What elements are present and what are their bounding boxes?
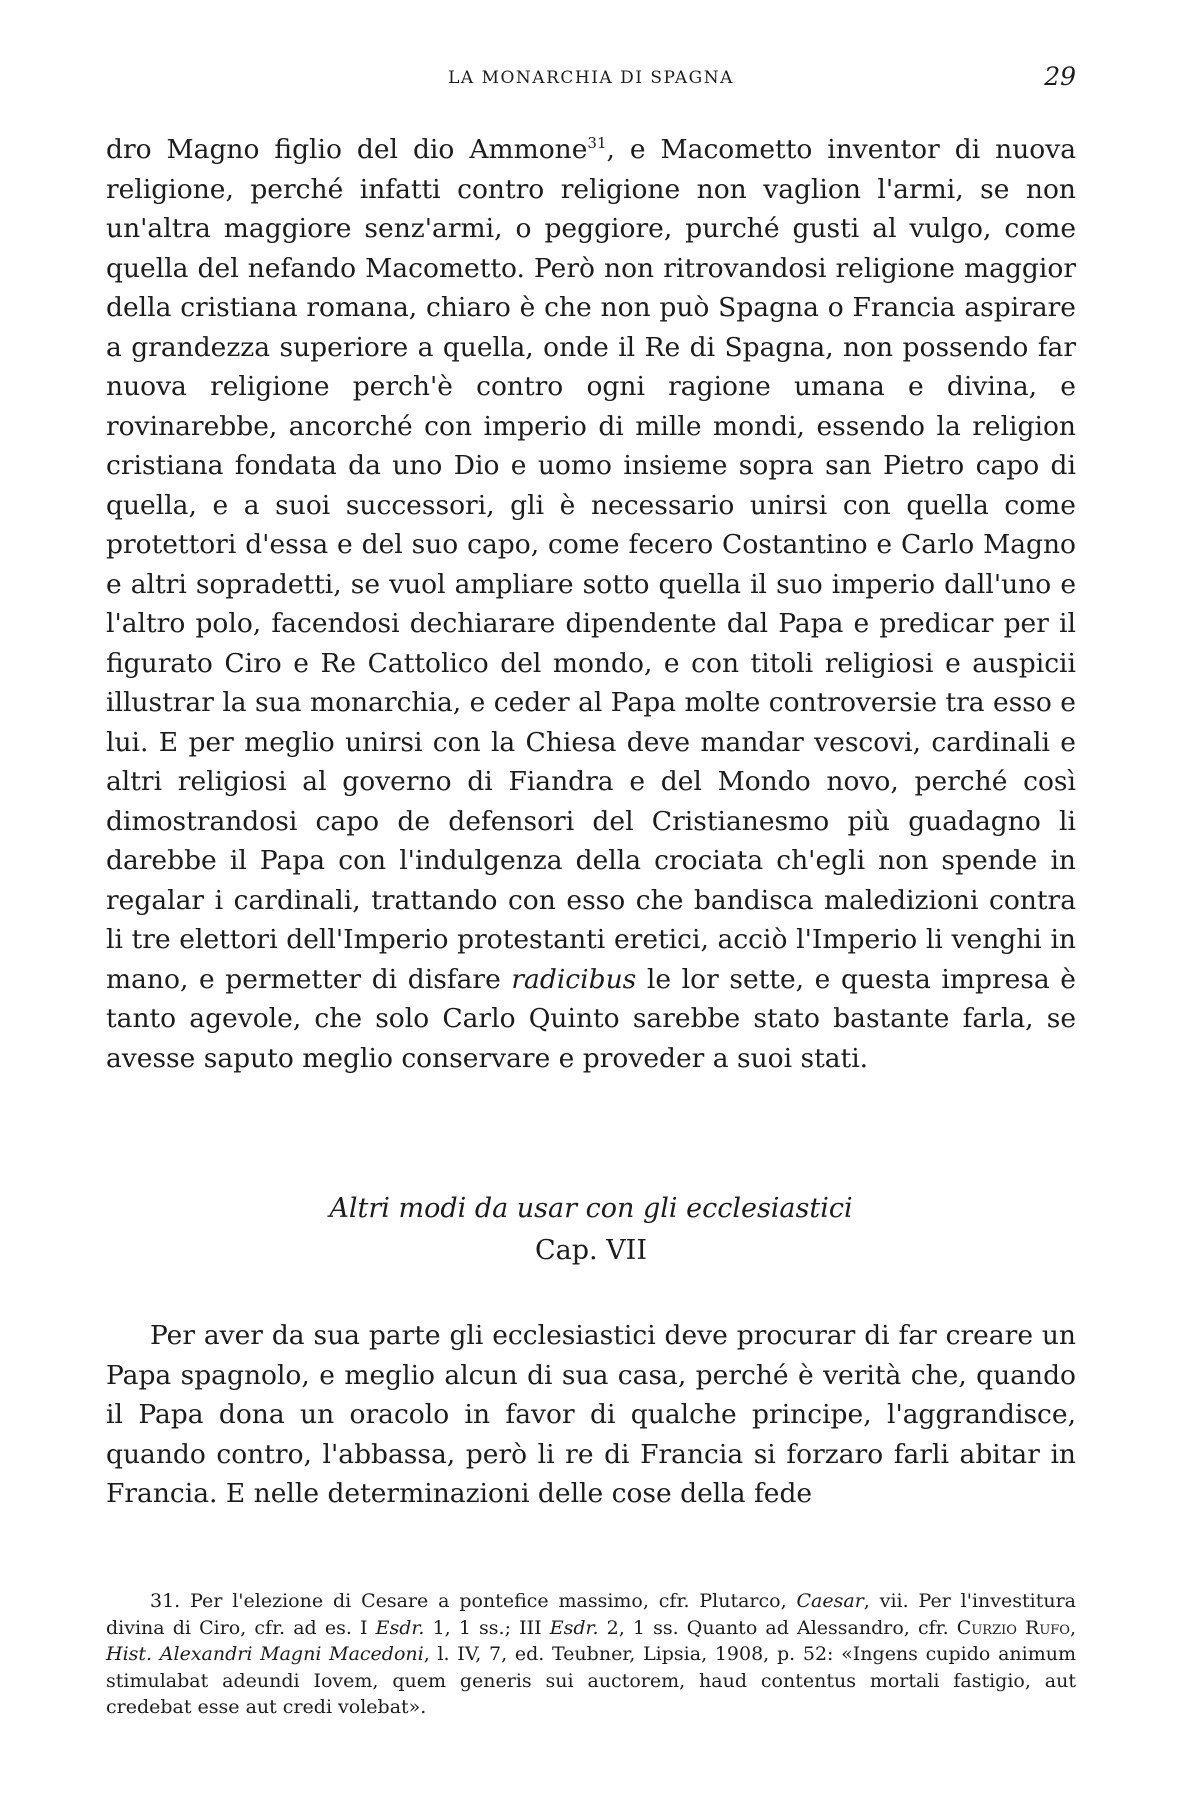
footnote-italic: Esdr.: [375, 1616, 425, 1639]
footnote-italic: Caesar: [796, 1590, 864, 1612]
footnote-italic: Esdr.: [549, 1616, 599, 1639]
footnote-author: Curzio Rufo: [956, 1616, 1070, 1639]
text-segment: le lor sette, e questa impresa è tanto agevole, che solo Carlo Quinto sarebbe stato bastante farla, se avesse saputo meglio conservare e proveder a suoi stati.: [106, 963, 1076, 1074]
text-segment: , e Macometto inventor di nuova religione, perché infatti contro religione non vaglion l'armi, se non un'altra maggiore senz'armi, o peggiore, purché gusti al vulgo, come quella del nefando Macometto. Però non ritrovandosi religione maggior della cristiana romana, chiaro è che non può Spagna o Francia aspirare a grandezza superiore a quella, onde il Re di Spagna, non possendo far nuova religione perch'è contro ogni ragione umana e divina, e rovinarebbe, ancorché con imperio di mille mondi, essendo la religion cristiana fondata da uno Dio e uomo insieme sopra san Pietro capo di quella, e a suoi successori, gli è necessario unirsi con quella come protettori d'essa e del suo capo, come fecero Costantino e Carlo Magno e altri sopradetti, se vuol ampliare sotto quella il suo imperio dall'uno e l'altro polo, facendosi dechiarare dipendente dal Papa e predicar per il figurato Ciro e Re Cattolico del mondo, e con titoli religiosi e auspicii illustrar la sua monarchia, e ceder al Papa molte controversie tra esso e lui. E per meglio unirsi con la Chiesa deve mandar vescovi, cardinali e altri religiosi al governo di Fiandra e del Mondo novo, perché così dimostrandosi capo de defensori del Cristianesmo più guadagno li darebbe il Papa con l'indulgenza della crociata ch'egli non spende in regalar i cardinali, trattando con esso che bandisca maledizioni contra li tre elettori dell'Imperio protestanti eretici, acciò l'Imperio li venghi in mano, e permetter di disfare: [106, 134, 1076, 995]
paragraph-text: [106, 130, 1076, 1078]
footnote-text: [106, 1588, 1076, 1721]
footnote-segment: ,: [1069, 1616, 1076, 1639]
italic-phrase: radicibus: [511, 963, 637, 995]
footnote: [106, 1588, 1076, 1721]
footnote-segment: , vii. Per l'investitura divina di Ciro, cfr. ad es. I: [106, 1590, 1076, 1639]
chapter-heading: [106, 1188, 1076, 1272]
chapter-paragraph: [106, 1316, 1076, 1514]
footnote-segment: , l. IV, 7, ed. Teubner, Lipsia, 1908, p. 52: «Ingens cupido animum stimulabat adeundi Iovem, quem generis sui auctorem, haud contentus mortali fastigio, aut credebat esse aut credi volebat».: [106, 1643, 1076, 1718]
footnote-reference: 31: [587, 134, 607, 153]
chapter-number: Cap. VII: [534, 1235, 648, 1266]
paragraph-continued: [106, 130, 1076, 1078]
footnote-segment: 1, 1 ss.; III: [424, 1616, 550, 1639]
page-number: 29: [1044, 62, 1076, 91]
paragraph-text: Per aver da sua parte gli ecclesiastici deve procurar di far creare un Papa spagnolo, e meglio alcun di sua casa, perché è verità che, quando il Papa dona un oracolo in favor di qualche principe, l'aggrandisce, quando contro, l'abbassa, però li re di Francia si forzaro farli abitar in Francia. E nelle determinazioni delle cose della fede: [106, 1320, 1076, 1509]
text-segment: dro Magno figlio del dio Ammone: [106, 134, 588, 165]
running-title: LA MONARCHIA DI SPAGNA: [448, 68, 734, 88]
footnote-italic: Hist. Alexandri Magni Macedoni: [106, 1643, 424, 1665]
chapter-title: Altri modi da usar con gli ecclesiastici: [329, 1193, 853, 1224]
running-head: [106, 62, 1076, 102]
footnote-segment: 31. Per l'elezione di Cesare a pontefice massimo, cfr. Plutarco,: [150, 1590, 797, 1612]
footnote-segment: 2, 1 ss. Quanto ad Alessandro, cfr.: [598, 1616, 957, 1639]
